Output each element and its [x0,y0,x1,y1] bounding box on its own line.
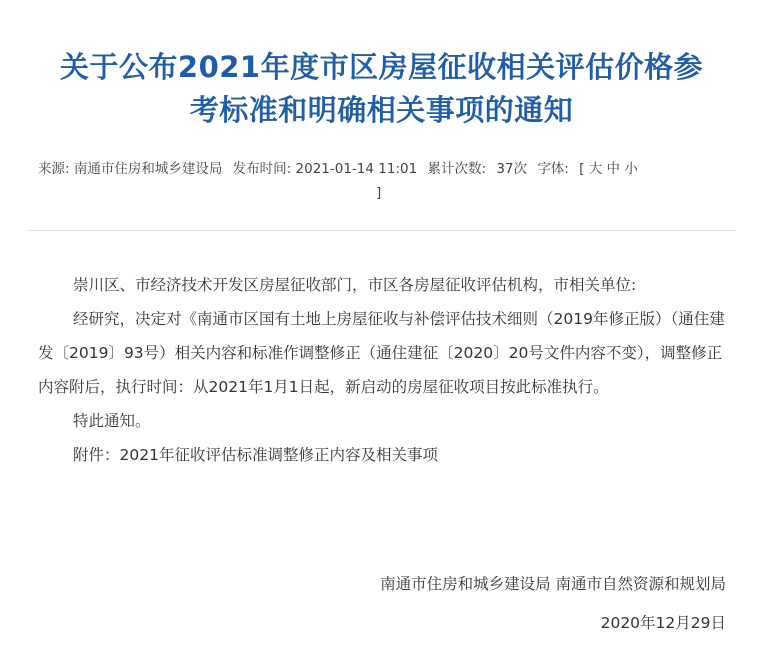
view-count-value: 37次 [496,161,528,177]
body-paragraph-attachment[interactable]: 附件：2021年征收评估标准调整修正内容及相关事项 [73,446,438,464]
font-size-small-link[interactable]: 小 [624,161,638,177]
body-paragraph-notice: 特此通知。 [73,412,151,430]
body-paragraph-main: 经研究，决定对《南通市区国有土地上房屋征收与补偿评估技术细则（2019年修正版）（通住建发〔2019〕93号）相关内容和标准作调整修正（通住建征〔2020〕20号文件内容不变），调整修正内容附后，执行时间：从2021年1月1日起，新启动的房屋征收项目按此标准执行。 [38,310,725,396]
view-count-label: 累计次数: [427,161,487,177]
font-size-label: 字体: [537,161,569,177]
article-title-line-2: 考标准和明确相关事项的通知 [189,93,574,127]
signature-date: 2020年12月29日 [600,614,726,632]
source-value: 南通市住房和城乡建设局 [73,161,223,177]
font-size-large-link[interactable]: 大 [588,161,603,177]
font-size-close-bracket: ] [376,185,382,201]
source-label: 来源: [38,161,70,177]
signature-issuers: 南通市住房和城乡建设局 南通市自然资源和规划局 [380,575,726,593]
article-title [20,46,743,132]
body-paragraph-recipients: 崇川区、市经济技术开发区房屋征收部门，市区各房屋征收评估机构，市相关单位: [73,276,637,294]
article-title-line-1: 关于公布2021年度市区房屋征收相关评估价格参 [59,50,704,84]
publish-time-label: 发布时间: [232,161,292,177]
article-body [38,268,728,472]
article-meta-row [38,157,738,181]
publish-time-value: 2021-01-14 11:01 [295,161,418,177]
font-size-open-bracket: [ [579,161,585,177]
article-meta [38,157,738,205]
font-size-medium-link[interactable]: 中 [606,161,621,177]
meta-divider [27,230,737,231]
